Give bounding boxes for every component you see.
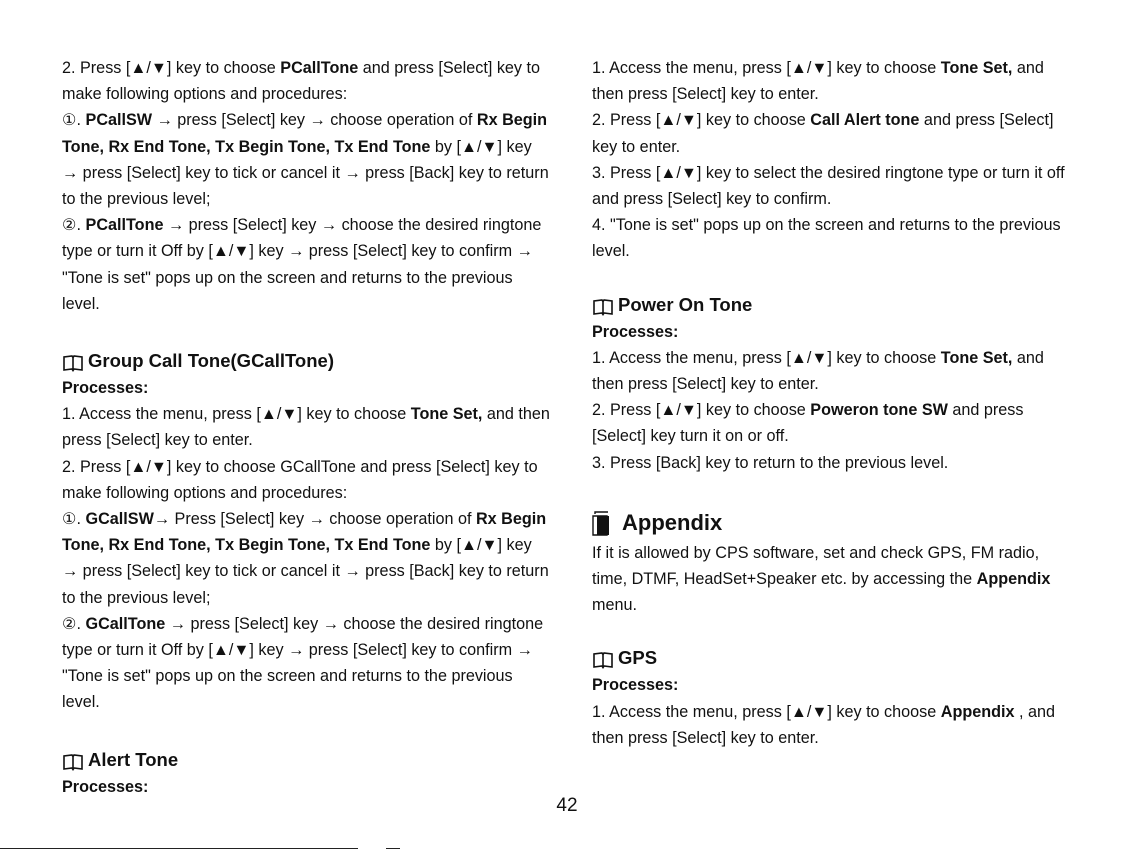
alert-tone-heading: Alert Tone — [62, 746, 552, 774]
left-column — [62, 55, 552, 800]
gps-heading: GPS — [592, 644, 1077, 672]
right-column — [592, 55, 1077, 751]
alert-step-4: 4. "Tone is set" pops up on the screen and returns to the previous level. — [592, 216, 1061, 261]
pcallsw-option: ①. PCallSW → press [Select] key → choose operation of Rx Begin Tone, Rx End Tone, Tx Begin Tone, Tx End Tone by [▲/▼] key → press [Select] key to tick or cancel it → press [Back] key to return to the previous level; — [62, 111, 549, 209]
alert-step-1: 1. Access the menu, press [▲/▼] key to choose Tone Set, and then press [Select] key to enter. — [592, 59, 1044, 104]
gcallsw-option: ①. GCallSW→ Press [Select] key → choose operation of Rx Begin Tone, Rx End Tone, Tx Begin Tone, Tx End Tone by [▲/▼] key → press [Select] key to tick or cancel it → press [Back] key to return to the previous level; — [62, 510, 549, 607]
alert-step-2: 2. Press [▲/▼] key to choose Call Alert tone and press [Select] key to enter. — [592, 111, 1054, 156]
group-step-2: 2. Press [▲/▼] key to choose GCallTone and press [Select] key to make following options and procedures: — [62, 457, 538, 502]
book-icon — [62, 352, 84, 370]
alert-step-3: 3. Press [▲/▼] key to select the desired ringtone type or turn it off and press [Select] key to confirm. — [592, 163, 1065, 209]
bottom-tick — [386, 848, 400, 849]
group-step-1: 1. Access the menu, press [▲/▼] key to choose Tone Set, and then press [Select] key to enter. — [62, 405, 550, 450]
document-icon — [592, 510, 614, 536]
appendix-text: If it is allowed by CPS software, set and check GPS, FM radio, time, DTMF, HeadSet+Speaker etc. by accessing the Appendix menu. — [592, 543, 1051, 615]
power-step-3: 3. Press [Back] key to return to the previous level. — [592, 453, 949, 472]
power-step-1: 1. Access the menu, press [▲/▼] key to choose Tone Set, and then press [Select] key to enter. — [592, 348, 1044, 394]
power-processes-label: Processes: — [592, 322, 679, 341]
alert-processes-label: Processes: — [62, 777, 149, 796]
power-on-tone-heading: Power On Tone — [592, 291, 1077, 319]
group-call-tone-heading: Group Call Tone(GCallTone) — [62, 347, 552, 375]
appendix-heading: Appendix — [592, 506, 1077, 540]
gps-processes-label: Processes: — [592, 676, 679, 695]
book-icon — [62, 751, 84, 769]
bottom-rule — [0, 848, 358, 849]
group-processes-label: Processes: — [62, 379, 149, 398]
pcalltone-option: ②. PCallTone → press [Select] key → choose the desired ringtone type or turn it Off by [▲/▼] key → press [Select] key to confirm → "Tone is set" pops up on the screen and returns to the previous level. — [62, 216, 542, 313]
book-icon — [592, 296, 614, 314]
gps-step-1: 1. Access the menu, press [▲/▼] key to choose Appendix , and then press [Select] key to enter. — [592, 702, 1056, 747]
pcalltone-intro: 2. Press [▲/▼] key to choose PCallTone and press [Select] key to make following options and procedures: — [62, 59, 541, 104]
page-number: 42 — [556, 795, 578, 816]
book-icon — [592, 649, 614, 667]
gcalltone-option: ②. GCallTone → press [Select] key → choose the desired ringtone type or turn it Off by [▲/▼] key → press [Select] key to confirm → "Tone is set" pops up on the screen and returns to the previous level. — [62, 614, 544, 712]
power-step-2: 2. Press [▲/▼] key to choose Poweron tone SW and press [Select] key turn it on or off. — [592, 401, 1024, 446]
